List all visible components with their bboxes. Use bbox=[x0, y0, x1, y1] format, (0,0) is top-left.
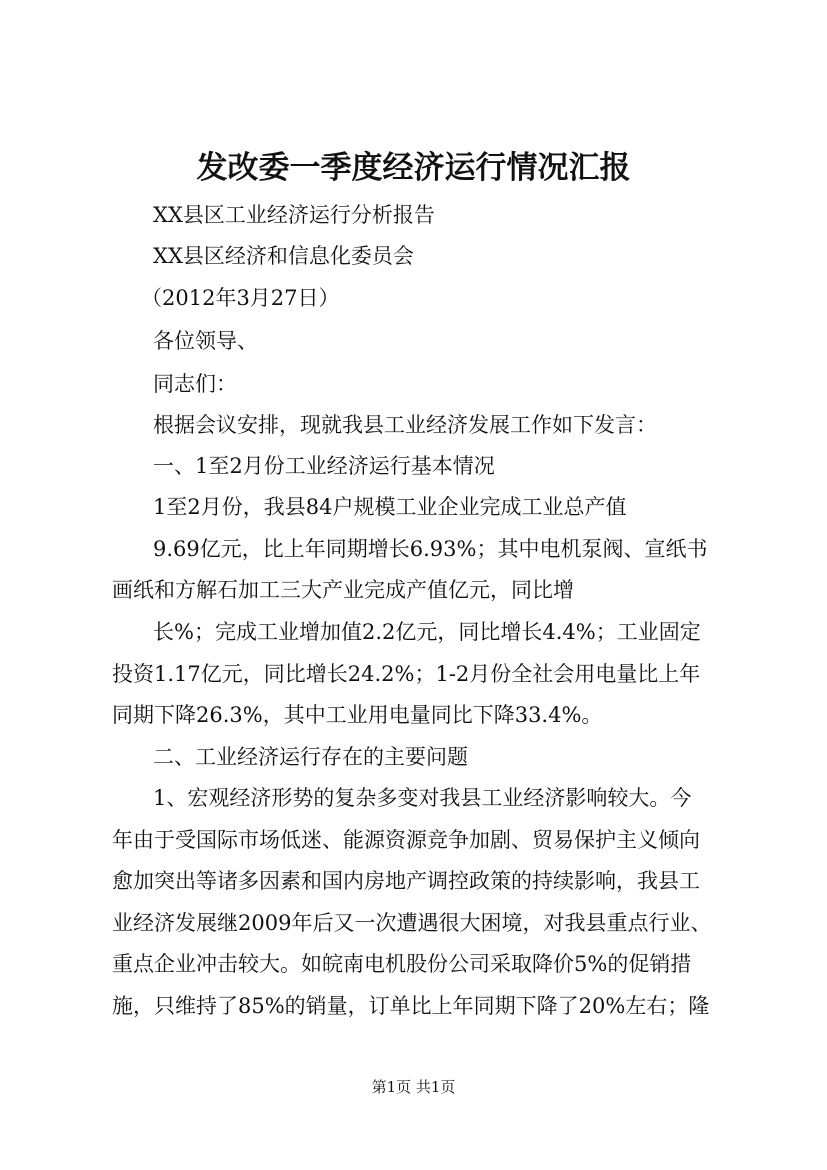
text-line: 同期下降26.3%，其中工业用电量同比下降33.4%。 bbox=[112, 703, 603, 727]
text-line: （2012年3月27日） bbox=[141, 286, 340, 310]
text-line: 画纸和方解石加工三大产业完成产值亿元，同比增 bbox=[112, 578, 574, 602]
section-heading: 二、工业经济运行存在的主要问题 bbox=[153, 745, 468, 769]
text-line: XX县区工业经济运行分析报告 bbox=[153, 203, 435, 227]
section-heading: 一、1至2月份工业经济运行基本情况 bbox=[153, 454, 495, 478]
text-line: 施，只维持了85%的销量，订单比上年同期下降了20%左右；隆 bbox=[112, 994, 710, 1018]
text-line: 长%；完成工业增加值2.2亿元，同比增长4.4%；工业固定 bbox=[153, 620, 701, 644]
text-line: 业经济发展继2009年后又一次遭遇很大困境，对我县重点行业、 bbox=[112, 911, 712, 935]
text-line: 同志们： bbox=[153, 372, 237, 396]
text-line: 各位领导、 bbox=[153, 329, 258, 353]
text-line: 根据会议安排，现就我县工业经济发展工作如下发言： bbox=[153, 413, 657, 437]
text-line: XX县区经济和信息化委员会 bbox=[153, 244, 414, 268]
text-line: 重点企业冲击较大。如皖南电机股份公司采取降价5%的促销措 bbox=[112, 952, 692, 976]
text-line: 投资1.17亿元，同比增长24.2%；1-2月份全社会用电量比上年 bbox=[112, 662, 701, 686]
text-line: 9.69亿元，比上年同期增长6.93%；其中电机泵阀、宣纸书 bbox=[153, 537, 708, 561]
text-line: 1至2月份，我县84户规模工业企业完成工业总产值 bbox=[153, 495, 627, 519]
text-line: 愈加突出等诸多因素和国内房地产调控政策的持续影响，我县工 bbox=[112, 869, 700, 893]
text-line: 1、宏观经济形势的复杂多变对我县工业经济影响较大。今 bbox=[153, 786, 692, 810]
document-title: 发改委一季度经济运行情况汇报 bbox=[196, 150, 631, 186]
page-footer: 第1页 共1页 bbox=[371, 1078, 456, 1096]
text-line: 年由于受国际市场低迷、能源资源竞争加剧、贸易保护主义倾向 bbox=[112, 828, 700, 852]
